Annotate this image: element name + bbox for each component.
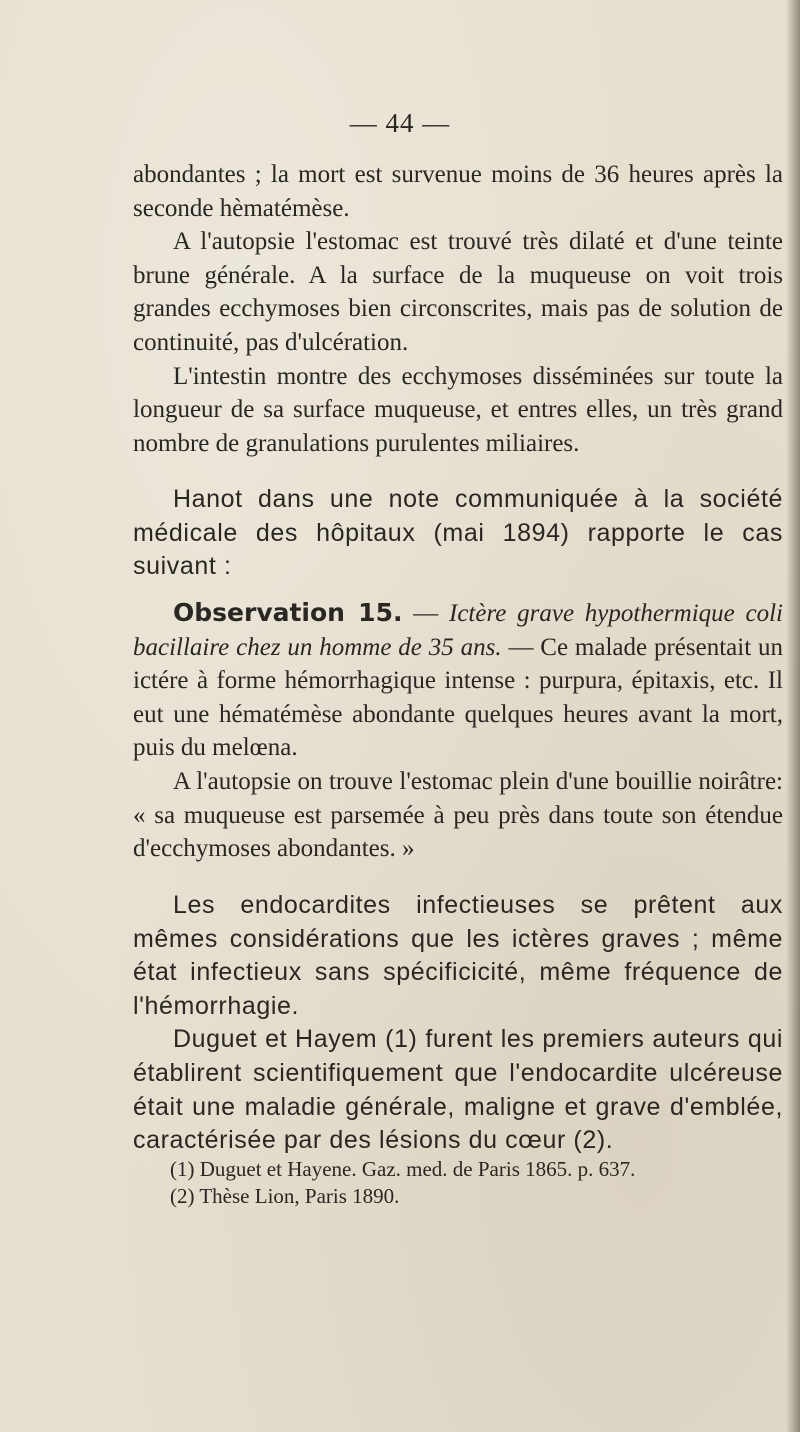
- page-edge-shadow: [786, 0, 800, 1432]
- paragraph: A l'autopsie on trouve l'estomac plein d'une bouillie noirâtre: « sa muqueuse est parsemée à peu près dans toute son étendue d'ecchymoses abondantes. »: [133, 767, 783, 863]
- page-number: — 44 —: [349, 108, 451, 138]
- observation-paragraph: [133, 596, 783, 765]
- dash: —: [402, 600, 449, 627]
- observation-label: Observation 15.: [173, 598, 403, 627]
- paragraph: L'intestin montre des ecchymoses disséminées sur toute la longueur de sa surface muqueuse, et entres elles, un très grand nombre de granulations purulentes miliaires.: [133, 362, 783, 457]
- text-block-autopsy: [133, 158, 783, 460]
- footnote-2: (2) Thèse Lion, Paris 1890.: [170, 1184, 400, 1208]
- paragraph: Hanot dans une note communiquée à la société médicale des hôpitaux (mai 1894) rapporte le cas suivant :: [133, 485, 783, 581]
- text-block-endocardites: [133, 889, 783, 1158]
- paragraph: A l'autopsie l'estomac est trouvé très dilaté et d'une teinte brune générale. A la surface de la muqueuse on voit trois grandes ecchymoses bien circonscrites, mais pas de solution de continuité, pas d'ulcération.: [133, 228, 783, 356]
- footnote-1: (1) Duguet et Hayene. Gaz. med. de Paris 1865. p. 637.: [170, 1157, 636, 1181]
- footnotes: [170, 1156, 770, 1210]
- observation-title: Ictère grave hypothermique coli bacillaire chez un homme de 35 ans.: [133, 600, 784, 661]
- observation-body: — Ce malade présentait un ictére à forme hémorrhagique intense : purpura, épitaxis, etc. Il eut une hématémèse abondante quelques heures avant la mort, puis du melœna.: [133, 633, 783, 762]
- paragraph: abondantes ; la mort est survenue moins de 36 heures après la seconde hèmatémèse.: [133, 161, 783, 222]
- paragraph: Duguet et Hayem (1) furent les premiers auteurs qui établirent scientifiquement que l'endocardite ulcéreuse était une maladie générale, maligne et grave d'emblée, caractérisée par des lésions du cœur (2).: [133, 1025, 783, 1155]
- observation-block: [133, 596, 783, 866]
- paragraph: Les endocardites infectieuses se prêtent aux mêmes considérations que les ictères graves ; même état infectieux sans spécificicité, même fréquence de l'hémorrhagie.: [133, 891, 783, 1020]
- text-block-hanot: [133, 483, 783, 584]
